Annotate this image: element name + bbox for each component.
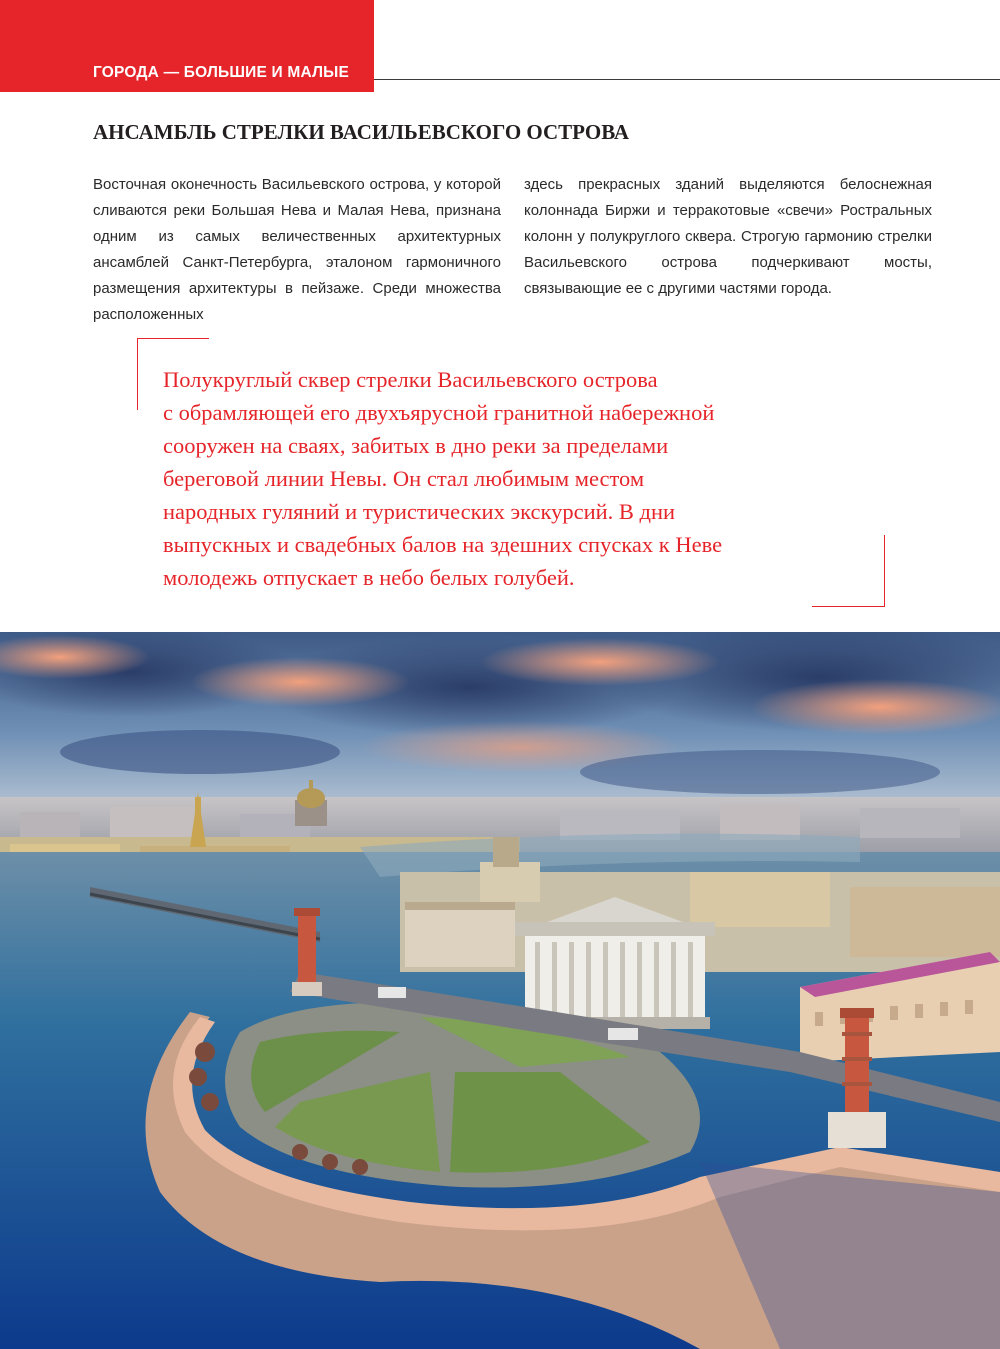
- header-rule: [374, 79, 1000, 80]
- pull-quote-line: береговой линии Невы. Он стал любимым местом: [163, 466, 645, 491]
- aerial-photo-vasilyevsky-spit: [0, 632, 1000, 1349]
- section-label: ГОРОДА — БОЛЬШИЕ И МАЛЫЕ: [93, 64, 350, 81]
- article-title: АНСАМБЛЬ СТРЕЛКИ ВАСИЛЬЕВСКОГО ОСТРОВА: [93, 120, 630, 144]
- quote-bracket-top: [137, 338, 209, 339]
- pull-quote-line: сооружен на сваях, забитых в дно реки за пределами: [163, 433, 669, 458]
- body-column-left: Восточная оконечность Васильевского острова, у которой сливаются реки Большая Нева и Малая Нева, признана одним из самых величественных архитектурных ансамблей Санкт-Петербурга, эталоном гармоничного размещения архитектуры в пейзаже. Среди множества расположенных: [93, 176, 501, 323]
- pull-quote: [163, 363, 863, 594]
- section-tab: [0, 0, 374, 92]
- pull-quote-line: Полукруглый сквер стрелки Васильевского острова: [163, 367, 658, 392]
- pull-quote-line: выпускных и свадебных балов на здешних спусках к Неве: [163, 532, 723, 557]
- body-column-right: здесь прекрасных зданий выделяются белоснежная колоннада Биржи и терракотовые «свечи» Ростральных колонн у полукруглого сквера. Строгую гармонию стрелки Васильевского острова подчеркивают мосты, связывающие ее с другими частями города.: [524, 176, 932, 297]
- pull-quote-line: с обрамляющей его двухъярусной гранитной набережной: [163, 400, 715, 425]
- quote-bracket-right: [884, 535, 885, 607]
- quote-bracket-left: [137, 338, 138, 410]
- pull-quote-line: народных гуляний и туристических экскурсий. В дни: [163, 499, 676, 524]
- pull-quote-line: молодежь отпускает в небо белых голубей.: [163, 565, 575, 590]
- quote-bracket-bottom: [812, 606, 885, 607]
